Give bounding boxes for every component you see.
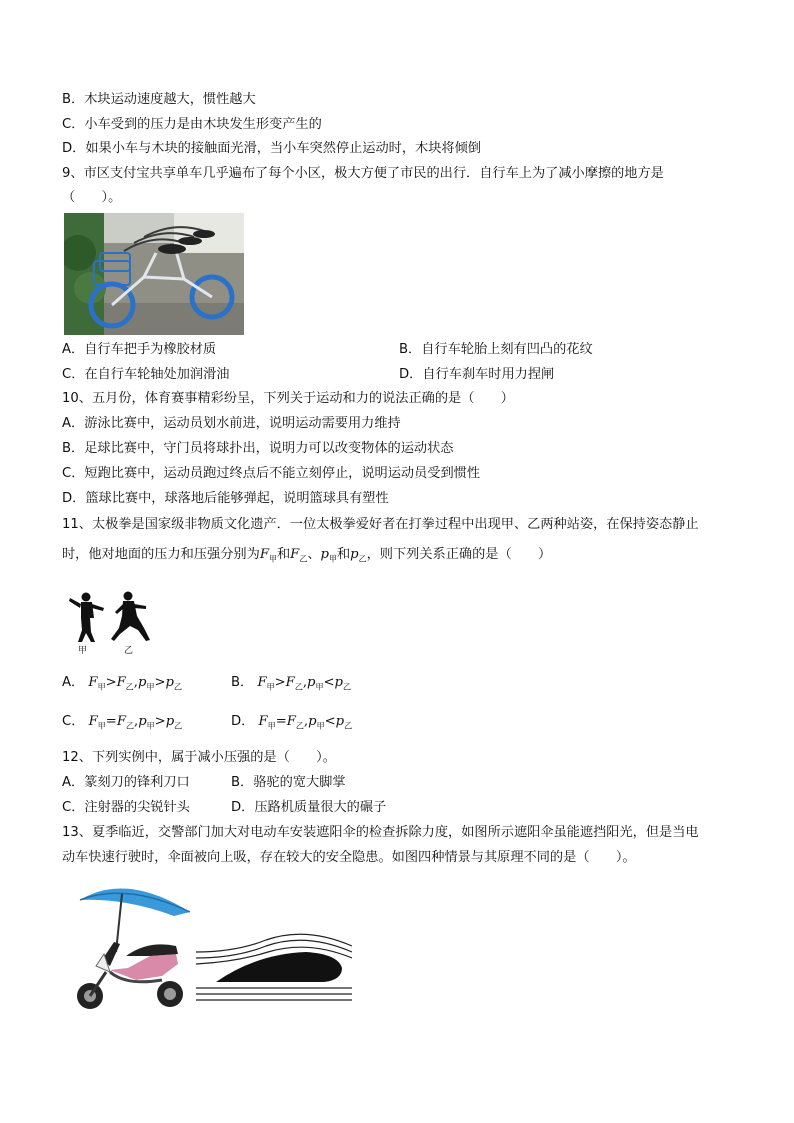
q8-option-d: D．如果小车与木块的接触面光滑，当小车突然停止运动时，木块将倾倒	[62, 141, 481, 156]
q9-option-b: B．自行车轮胎上刻有凹凸的花纹	[399, 342, 593, 357]
label-yi: 乙	[124, 646, 134, 656]
q12-option-b: B．骆驼的宽大脚掌	[231, 775, 346, 790]
q12-stem: 12、下列实例中，属于减小压强的是（ ）。	[62, 750, 336, 765]
label-jia: 甲	[78, 646, 88, 656]
q9-stem-line1: 9、市区支付宝共享单车几乎遍布了每个小区，极大方便了市民的出行．自行车上为了减小摩擦的地方是	[62, 166, 664, 181]
taichi-stance-yi-icon	[111, 592, 150, 642]
taichi-stance-jia-icon	[69, 593, 104, 643]
shared-bikes-photo	[64, 213, 244, 335]
q8-option-b: B．木块运动速度越大，惯性越大	[62, 92, 256, 107]
q10-option-d: D．篮球比赛中，球落地后能够弹起，说明篮球具有塑性	[62, 491, 389, 506]
q11-option-c: C． $F_甲=F_乙,p_甲>p_乙$	[62, 714, 183, 731]
q11-f-yi: $F_乙$	[290, 547, 308, 564]
q12-option-a: A．篆刻刀的锋利刀口	[62, 775, 190, 790]
q10-stem: 10、五月份，体育赛事精彩纷呈，下列关于运动和力的说法正确的是（ ）	[62, 391, 514, 406]
q11-f-jia: $F_甲$	[259, 547, 277, 564]
q11-stem-text-pre: 时，他对地面的压力和压强分别为	[62, 547, 260, 562]
q9-stem-line2: （ ）。	[62, 190, 122, 205]
q13-stem-line1: 13、夏季临近，交警部门加大对电动车安装遮阳伞的检查拆除力度，如图所示遮阳伞虽能遮挡阳光，但是当电	[62, 825, 699, 840]
q10-option-c: C．短跑比赛中，运动员跑过终点后不能立刻停止，说明运动员受到惯性	[62, 466, 481, 481]
q12-option-c: C．注射器的尖锐针头	[62, 800, 190, 815]
q11-option-b: B． $F_甲>F_乙,p_甲<p_乙$	[231, 675, 351, 692]
q11-option-a: A． $F_甲>F_乙,p_甲>p_乙$	[62, 675, 182, 692]
airfoil-streamlines-diagram	[196, 932, 352, 1004]
q11-p-jia: $p_甲$	[320, 547, 337, 564]
q9-option-a: A．自行车把手为橡胶材质	[62, 342, 217, 357]
q11-stem-line2: 时，他对地面的压力和压强分别为$F_甲$和$F_乙$、$p_甲$和$p_乙$，则下列关系正确的是（ ）	[62, 547, 552, 564]
q10-option-a: A．游泳比赛中，运动员划水前进，说明运动需要用力维持	[62, 416, 401, 431]
q9-option-d: D．自行车刹车时用力捏闸	[399, 367, 555, 382]
scooter-umbrella-image	[66, 876, 196, 1012]
q12-option-d: D．压路机质量很大的碾子	[231, 800, 387, 815]
q11-stem-line1: 11、太极拳是国家级非物质文化遗产．一位太极拳爱好者在打拳过程中出现甲、乙两种站姿，在保持姿态静止	[62, 517, 699, 532]
q8-option-c: C．小车受到的压力是由木块发生形变产生的	[62, 117, 322, 132]
q9-option-c: C．在自行车轮轴处加润滑油	[62, 367, 230, 382]
q13-stem-line2: 动车快速行驶时，伞面被向上吸，存在较大的安全隐患。如图四种情景与其原理不同的是（ ）。	[62, 850, 636, 865]
q10-option-b: B．足球比赛中，守门员将球扑出，说明力可以改变物体的运动状态	[62, 441, 454, 456]
q11-stem-text-post: ，则下列关系正确的是（ ）	[366, 547, 552, 562]
q11-option-d: D． $F_甲=F_乙,p_甲<p_乙$	[231, 714, 353, 731]
q11-p-yi: $p_乙$	[350, 547, 367, 564]
